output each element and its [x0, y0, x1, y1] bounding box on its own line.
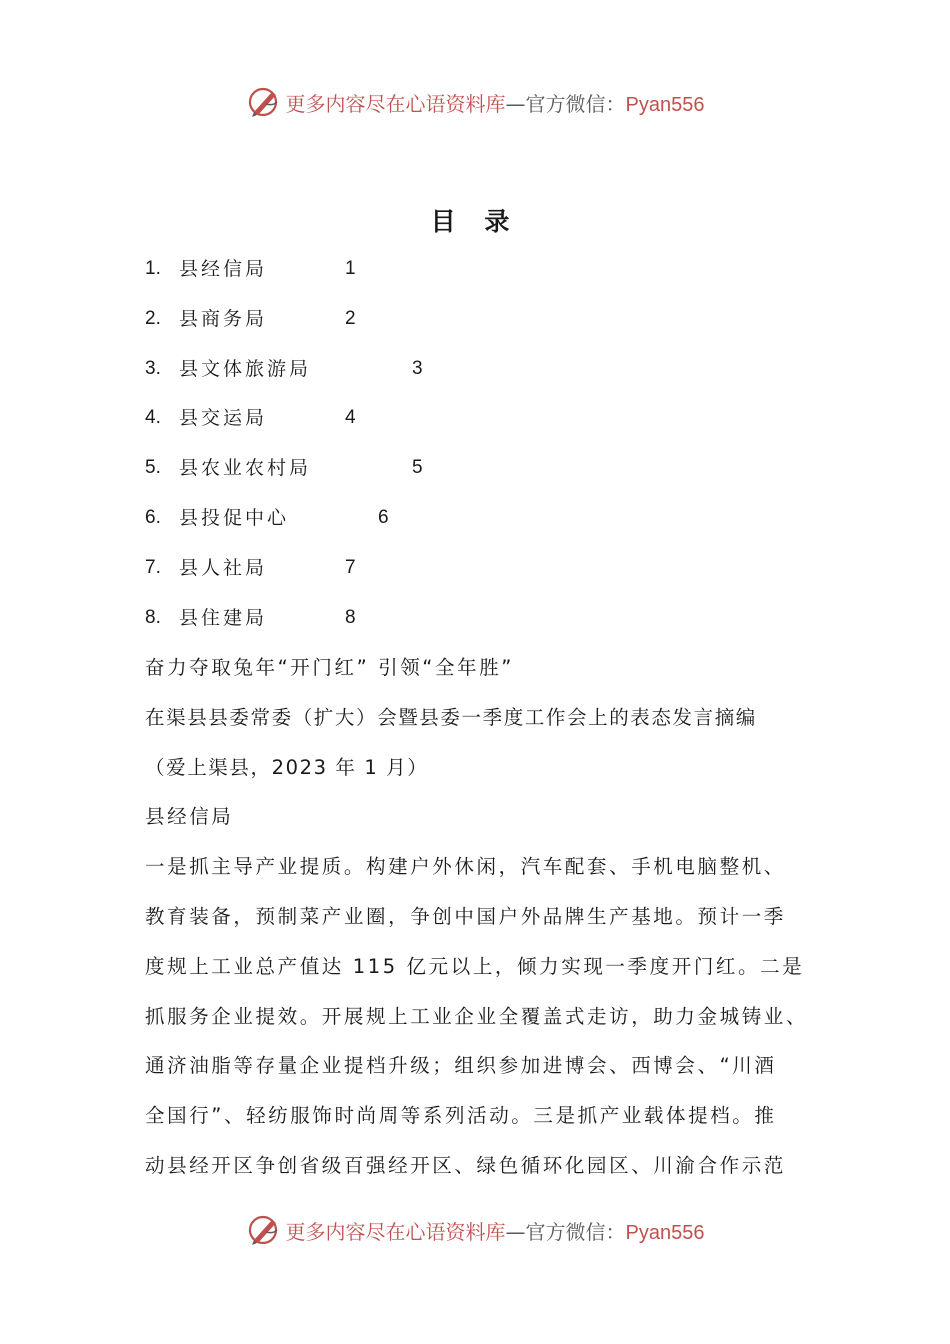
- watermark-wechat-id: Pyan556: [625, 1221, 705, 1244]
- toc-title: 目 录: [430, 207, 520, 236]
- toc-item-number: 4.: [145, 407, 161, 429]
- toc-item-number: 5.: [145, 457, 161, 479]
- toc-item-page: 4: [345, 407, 356, 429]
- toc-item-name: 县人社局: [179, 556, 268, 579]
- paragraph-line: 通济油脂等存量企业提档升级；组织参加进博会、西博会、“川酒: [145, 1054, 777, 1078]
- document-body: [145, 648, 810, 1196]
- toc-item-page: 1: [345, 258, 356, 279]
- toc-item-page: 2: [345, 307, 356, 329]
- paragraph-line: 全国行”、轻纺服饰时尚周等系列活动。三是抓产业载体提档。推: [145, 1104, 777, 1128]
- watermark-slogan: 更多内容尽在心语资料库: [285, 91, 506, 116]
- toc-item-number: 6.: [145, 506, 161, 528]
- pen-logo-icon: [246, 1212, 282, 1248]
- watermark-slogan: 更多内容尽在心语资料库: [285, 1219, 506, 1244]
- toc-item-name: 县交运局: [179, 407, 268, 430]
- paragraph-line: 动县经开区争创省级百强经开区、绿色循环化园区、川渝合作示范: [145, 1153, 786, 1177]
- paragraph-line: 一是抓主导产业提质。构建户外休闲，汽车配套、手机电脑整机、: [145, 855, 786, 879]
- source-line: （爱上渠县，2023 年 1 月）: [145, 755, 429, 779]
- watermark-label: 官方微信：: [525, 91, 626, 116]
- toc-item-name: 县经信局: [179, 258, 268, 280]
- toc-item-name: 县投促中心: [179, 506, 290, 529]
- subtitle: 在渠县县委常委（扩大）会暨县委一季度工作会上的表态发言摘编: [145, 705, 757, 729]
- pen-logo-icon: [246, 84, 282, 120]
- toc-item-name: 县住建局: [179, 606, 268, 629]
- section-heading: 县经信局: [145, 805, 234, 829]
- paragraph-line: 抓服务企业提效。开展规上工业企业全覆盖式走访，助力金城铸业、: [145, 1004, 809, 1028]
- watermark-label: 官方微信：: [525, 1219, 626, 1244]
- toc-item-number: 3.: [145, 357, 161, 379]
- watermark-wechat-id: Pyan556: [625, 93, 705, 116]
- headline: 奋力夺取兔年“开门红” 引领“全年胜”: [145, 656, 515, 679]
- toc-item-name: 县文体旅游局: [179, 357, 312, 380]
- header-watermark: [0, 82, 950, 122]
- toc-item-page: 8: [345, 606, 356, 628]
- toc-item-number: 1.: [145, 258, 161, 279]
- toc-item-number: 2.: [145, 307, 161, 329]
- toc-item-page: 7: [345, 556, 356, 578]
- footer-watermark: [0, 1210, 950, 1250]
- paragraph-line: 度规上工业总产值达 115 亿元以上，倾力实现一季度开门红。二是: [145, 954, 805, 978]
- watermark-separator: —: [505, 1219, 526, 1244]
- watermark-text: [286, 88, 705, 117]
- watermark-separator: —: [505, 91, 526, 116]
- toc-item-name: 县商务局: [179, 307, 268, 330]
- toc-item-page: 3: [412, 357, 423, 379]
- toc-item-number: 7.: [145, 556, 161, 578]
- paragraph-line: 教育装备，预制菜产业圈，争创中国户外品牌生产基地。预计一季: [145, 904, 786, 928]
- toc-item-page: 5: [412, 457, 423, 479]
- watermark-text: [286, 1216, 705, 1245]
- toc-item-page: 6: [378, 506, 389, 528]
- toc-item-name: 县农业农村局: [179, 457, 312, 480]
- toc-item-number: 8.: [145, 606, 161, 628]
